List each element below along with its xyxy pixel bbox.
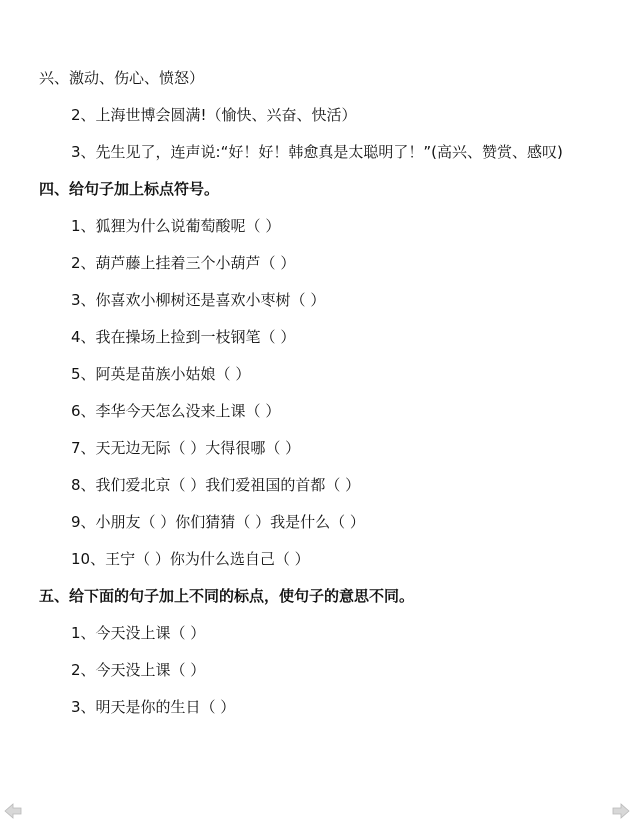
exercise-item-3-2: 2、上海世博会圆满!（愉快、兴奋、快活） — [71, 106, 357, 124]
exercise-item-5-3: 3、明天是你的生日（ ） — [71, 698, 236, 716]
exercise-item-4-2: 2、葫芦藤上挂着三个小葫芦（ ） — [71, 254, 296, 272]
exercise-item-5-2: 2、今天没上课（ ） — [71, 661, 206, 679]
exercise-item-4-8: 8、我们爱北京（ ）我们爱祖国的首都（ ） — [71, 476, 361, 494]
exercise-item-4-3: 3、你喜欢小柳树还是喜欢小枣树（ ） — [71, 291, 326, 309]
arrow-right-icon[interactable] — [612, 803, 630, 819]
section-heading-5: 五、给下面的句子加上不同的标点，使句子的意思不同。 — [39, 587, 415, 605]
text-line-continuation: 兴、激动、伤心、愤怒） — [39, 69, 205, 87]
exercise-item-4-10: 10、王宁（ ）你为什么选自己（ ） — [71, 550, 310, 568]
exercise-item-5-1: 1、今天没上课（ ） — [71, 624, 206, 642]
exercise-item-4-4: 4、我在操场上捡到一枝钢笔（ ） — [71, 328, 296, 346]
exercise-item-3-3: 3、先生见了，连声说:“好！好！韩愈真是太聪明了！”(高兴、赞赏、感叹) — [71, 143, 563, 161]
exercise-item-4-5: 5、阿英是苗族小姑娘（ ） — [71, 365, 251, 383]
arrow-left-icon[interactable] — [4, 803, 22, 819]
exercise-item-4-1: 1、狐狸为什么说葡萄酸呢（ ） — [71, 217, 281, 235]
exercise-item-4-7: 7、天无边无际（ ）大得很哪（ ） — [71, 439, 301, 457]
exercise-item-4-6: 6、李华今天怎么没来上课（ ） — [71, 402, 281, 420]
exercise-item-4-9: 9、小朋友（ ）你们猜猜（ ）我是什么（ ） — [71, 513, 365, 531]
section-heading-4: 四、给句子加上标点符号。 — [39, 180, 220, 198]
